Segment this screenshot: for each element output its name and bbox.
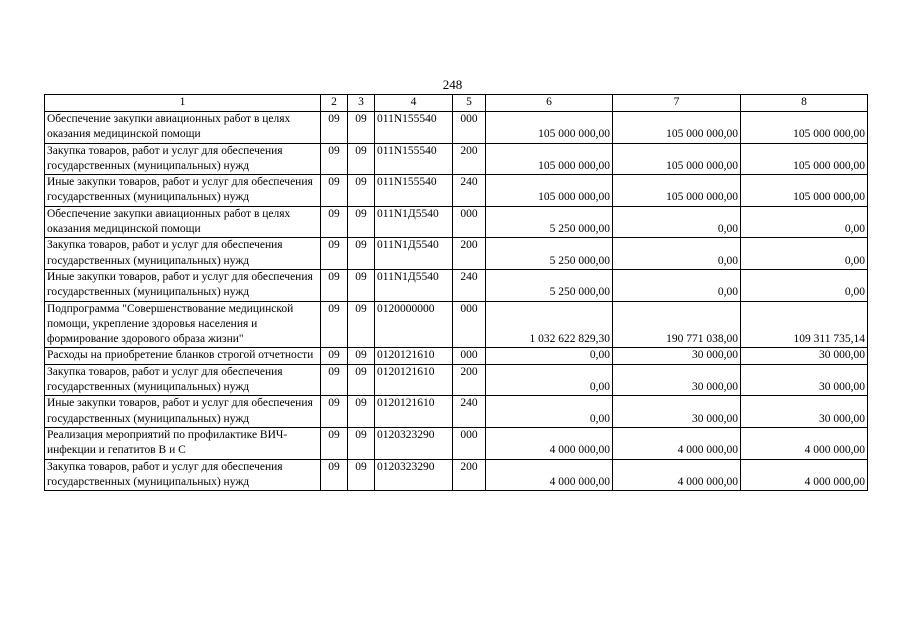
row-section-code: 09 [321,348,348,364]
row-amount-col6: 105 000 000,00 [486,143,613,175]
row-expense-type: 000 [453,112,486,144]
row-subsection-code: 09 [348,238,375,270]
row-amount-col7: 190 771 038,00 [613,301,741,348]
column-header: 4 [375,95,453,112]
row-amount-col7: 105 000 000,00 [613,143,741,175]
row-name: Реализация мероприятий по профилактике ВИЧ-инфекции и гепатитов В и С [45,427,321,459]
row-section-code: 09 [321,269,348,301]
column-header: 8 [741,95,868,112]
row-amount-col7: 0,00 [613,238,741,270]
row-section-code: 09 [321,143,348,175]
row-subsection-code: 09 [348,143,375,175]
row-name: Закупка товаров, работ и услуг для обеспечения государственных (муниципальных) нужд [45,143,321,175]
column-header: 5 [453,95,486,112]
row-name: Обеспечение закупки авиационных работ в целях оказания медицинской помощи [45,112,321,144]
row-name: Обеспечение закупки авиационных работ в целях оказания медицинской помощи [45,206,321,238]
table-row [45,427,868,459]
row-amount-col8: 105 000 000,00 [741,175,868,207]
row-amount-col6: 4 000 000,00 [486,427,613,459]
row-amount-col6: 5 250 000,00 [486,269,613,301]
table-row [45,206,868,238]
row-amount-col8: 0,00 [741,238,868,270]
table-row [45,364,868,396]
row-target-code: 011N155540 [375,175,453,207]
table-row [45,238,868,270]
row-amount-col7: 4 000 000,00 [613,459,741,491]
column-header: 7 [613,95,741,112]
column-header: 1 [45,95,321,112]
column-header: 6 [486,95,613,112]
row-subsection-code: 09 [348,396,375,428]
row-amount-col8: 30 000,00 [741,396,868,428]
row-amount-col6: 0,00 [486,396,613,428]
row-subsection-code: 09 [348,269,375,301]
row-amount-col6: 105 000 000,00 [486,112,613,144]
row-section-code: 09 [321,459,348,491]
row-amount-col7: 30 000,00 [613,348,741,364]
row-expense-type: 200 [453,238,486,270]
row-target-code: 011N1Д5540 [375,269,453,301]
row-name: Иные закупки товаров, работ и услуг для обеспечения государственных (муниципальных) нужд [45,396,321,428]
row-subsection-code: 09 [348,459,375,491]
page-number: 248 [442,77,463,92]
row-amount-col8: 4 000 000,00 [741,459,868,491]
table-row [45,459,868,491]
column-header: 3 [348,95,375,112]
row-target-code: 0120323290 [375,459,453,491]
table-row [45,175,868,207]
row-expense-type: 240 [453,269,486,301]
table-header-row [45,95,868,112]
row-target-code: 0120000000 [375,301,453,348]
row-amount-col7: 105 000 000,00 [613,112,741,144]
row-subsection-code: 09 [348,206,375,238]
row-amount-col7: 30 000,00 [613,396,741,428]
table-row [45,269,868,301]
row-amount-col6: 105 000 000,00 [486,175,613,207]
row-expense-type: 200 [453,364,486,396]
row-name: Закупка товаров, работ и услуг для обеспечения государственных (муниципальных) нужд [45,238,321,270]
table-row [45,396,868,428]
row-subsection-code: 09 [348,175,375,207]
row-section-code: 09 [321,396,348,428]
row-name: Подпрограмма "Совершенствование медицинской помощи, укрепление здоровья населения и формирование здорового образа жизни" [45,301,321,348]
row-target-code: 0120121610 [375,348,453,364]
row-expense-type: 000 [453,206,486,238]
row-section-code: 09 [321,238,348,270]
row-name: Иные закупки товаров, работ и услуг для обеспечения государственных (муниципальных) нужд [45,175,321,207]
row-amount-col8: 105 000 000,00 [741,143,868,175]
row-expense-type: 000 [453,348,486,364]
row-target-code: 0120121610 [375,396,453,428]
row-section-code: 09 [321,427,348,459]
row-amount-col8: 109 311 735,14 [741,301,868,348]
row-name: Закупка товаров, работ и услуг для обеспечения государственных (муниципальных) нужд [45,364,321,396]
table-row [45,348,868,364]
row-amount-col7: 0,00 [613,269,741,301]
row-amount-col7: 30 000,00 [613,364,741,396]
row-amount-col6: 0,00 [486,364,613,396]
row-target-code: 0120323290 [375,427,453,459]
row-expense-type: 200 [453,143,486,175]
table-body [45,112,868,491]
row-expense-type: 200 [453,459,486,491]
row-amount-col8: 4 000 000,00 [741,427,868,459]
row-subsection-code: 09 [348,348,375,364]
row-expense-type: 000 [453,301,486,348]
row-amount-col8: 30 000,00 [741,348,868,364]
row-amount-col8: 0,00 [741,206,868,238]
row-expense-type: 240 [453,396,486,428]
row-expense-type: 240 [453,175,486,207]
row-name: Иные закупки товаров, работ и услуг для обеспечения государственных (муниципальных) нужд [45,269,321,301]
row-section-code: 09 [321,112,348,144]
row-amount-col8: 105 000 000,00 [741,112,868,144]
row-amount-col6: 5 250 000,00 [486,238,613,270]
row-amount-col6: 5 250 000,00 [486,206,613,238]
table-row [45,143,868,175]
row-amount-col7: 4 000 000,00 [613,427,741,459]
row-target-code: 011N1Д5540 [375,238,453,270]
row-amount-col6: 0,00 [486,348,613,364]
column-header: 2 [321,95,348,112]
row-section-code: 09 [321,175,348,207]
row-section-code: 09 [321,206,348,238]
row-target-code: 011N1Д5540 [375,206,453,238]
row-amount-col7: 0,00 [613,206,741,238]
row-target-code: 0120121610 [375,364,453,396]
row-section-code: 09 [321,301,348,348]
row-amount-col8: 30 000,00 [741,364,868,396]
row-subsection-code: 09 [348,364,375,396]
row-section-code: 09 [321,364,348,396]
row-subsection-code: 09 [348,112,375,144]
row-target-code: 011N155540 [375,143,453,175]
row-amount-col6: 4 000 000,00 [486,459,613,491]
row-expense-type: 000 [453,427,486,459]
table-row [45,112,868,144]
table-row [45,301,868,348]
row-subsection-code: 09 [348,301,375,348]
row-name: Закупка товаров, работ и услуг для обеспечения государственных (муниципальных) нужд [45,459,321,491]
row-amount-col8: 0,00 [741,269,868,301]
row-amount-col7: 105 000 000,00 [613,175,741,207]
row-subsection-code: 09 [348,427,375,459]
budget-table [44,94,868,491]
row-amount-col6: 1 032 622 829,30 [486,301,613,348]
row-name: Расходы на приобретение бланков строгой отчетности [45,348,321,364]
row-target-code: 011N155540 [375,112,453,144]
